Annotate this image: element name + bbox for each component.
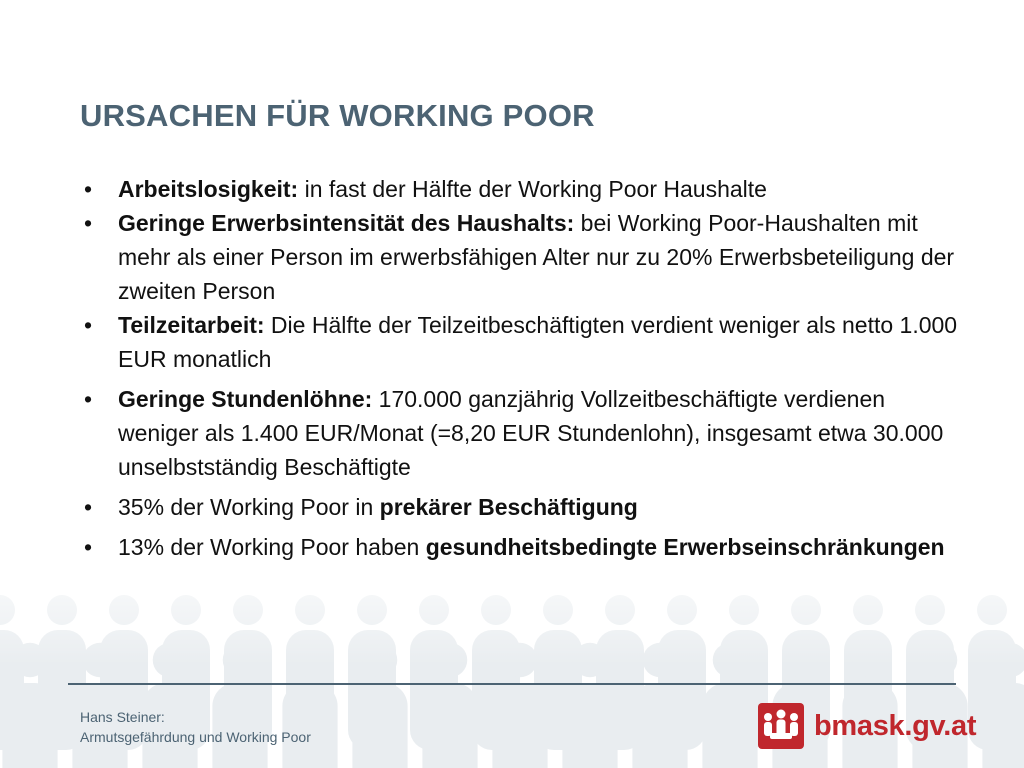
bullet-emphasis: prekärer Beschäftigung [379,494,638,520]
bullet-item [80,382,960,484]
ministry-logo[interactable] [758,703,976,749]
bullet-text: bei Working Poor-Haushalten mit mehr als einer Person im erwerbsfähigen Alter nur zu 20% Erwerbsbeteiligung der zweiten Person [118,210,955,304]
footer-author [80,707,311,747]
bullet-item [80,206,960,308]
bullet-item [80,172,960,206]
bullet-text: Die Hälfte der Teilzeitbeschäftigten verdient weniger als netto 1.000 EUR monatlich [118,312,958,372]
people-group-logo-icon [758,703,804,749]
footer-presentation-title: Armutsgefährdung und Working Poor [80,729,311,745]
footer-author-name: Hans Steiner: [80,709,165,725]
bullet-lead: Teilzeitarbeit: [118,312,265,338]
bullet-item [80,308,960,376]
bullet-list [80,172,960,564]
bullet-text: 170.000 ganzjährig Vollzeitbeschäftigte verdienen weniger als 1.400 EUR/Monat (=8,20 EUR Stundenlohn), insgesamt etwa 30.000 unselbstständig Beschäftigte [118,386,944,480]
logo-text: bmask.gv.at [814,709,977,742]
bullet-lead: Geringe Stundenlöhne: [118,386,373,412]
slide-title: URSACHEN FÜR WORKING POOR [80,98,595,133]
bullet-item [80,490,960,524]
bullet-text: in fast der Hälfte der Working Poor Haushalte [298,176,767,202]
bullet-text: 35% der Working Poor in [118,494,380,520]
bullet-item [80,530,960,564]
bullet-lead: Arbeitslosigkeit: [118,176,299,202]
bullet-lead: Geringe Erwerbsintensität des Haushalts: [118,210,575,236]
bullet-text: 13% der Working Poor haben [118,534,426,560]
footer-divider [68,683,956,685]
bullet-emphasis: gesundheitsbedingte Erwerbseinschränkungen [425,534,945,560]
